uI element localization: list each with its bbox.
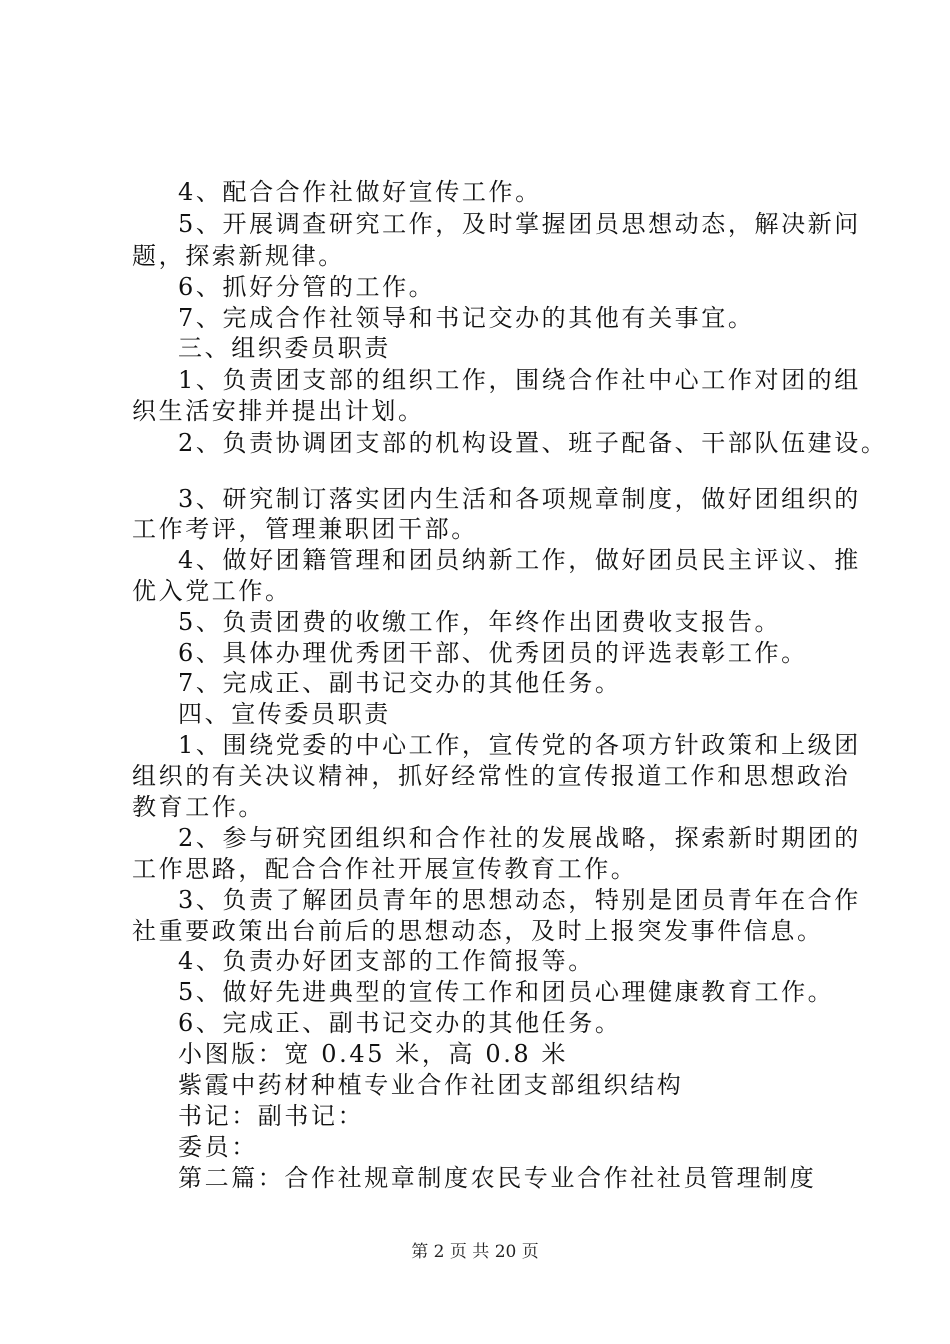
text-line: 委员：	[178, 1133, 258, 1161]
text-line: 紫霞中药材种植专业合作社团支部组织结构	[178, 1071, 684, 1099]
text-line: 4、做好团籍管理和团员纳新工作，做好团员民主评议、推	[178, 546, 861, 574]
text-line: 组织的有关决议精神，抓好经常性的宣传报道工作和思想政治	[132, 762, 851, 790]
text-line: 7、完成正、副书记交办的其他任务。	[178, 669, 622, 697]
text-line: 4、负责办好团支部的工作简报等。	[178, 947, 595, 975]
text-line: 3、研究制订落实团内生活和各项规章制度，做好团组织的	[178, 485, 861, 513]
text-line: 工作思路，配合合作社开展宣传教育工作。	[132, 855, 638, 883]
text-line: 书记：副书记：	[178, 1102, 365, 1130]
section-heading: 三、组织委员职责	[178, 334, 391, 362]
section-heading: 四、宣传委员职责	[178, 700, 391, 728]
text-line: 5、开展调查研究工作，及时掌握团员思想动态，解决新问	[178, 210, 861, 238]
text-line: 优入党工作。	[132, 577, 292, 605]
text-line: 题，探索新规律。	[132, 242, 345, 270]
text-line: 4、配合合作社做好宣传工作。	[178, 178, 542, 206]
text-line: 教育工作。	[132, 793, 265, 821]
text-line: 1、围绕党委的中心工作，宣传党的各项方针政策和上级团	[178, 731, 861, 759]
text-line: 工作考评，管理兼职团干部。	[132, 515, 478, 543]
text-line: 6、完成正、副书记交办的其他任务。	[178, 1009, 622, 1037]
text-line: 3、负责了解团员青年的思想动态，特别是团员青年在合作	[178, 886, 861, 914]
section-heading: 第二篇：合作社规章制度农民专业合作社社员管理制度	[178, 1164, 817, 1192]
text-line: 6、抓好分管的工作。	[178, 273, 436, 301]
text-line: 织生活安排并提出计划。	[132, 397, 425, 425]
text-line: 社重要政策出台前后的思想动态，及时上报突发事件信息。	[132, 917, 824, 945]
text-line: 5、负责团费的收缴工作，年终作出团费收支报告。	[178, 608, 782, 636]
text-line: 7、完成合作社领导和书记交办的其他有关事宜。	[178, 304, 755, 332]
text-line: 6、具体办理优秀团干部、优秀团员的评选表彰工作。	[178, 639, 808, 667]
text-line: 5、做好先进典型的宣传工作和团员心理健康教育工作。	[178, 978, 835, 1006]
page-footer: 第 2 页 共 20 页	[411, 1242, 539, 1262]
text-line: 2、参与研究团组织和合作社的发展战略，探索新时期团的	[178, 824, 861, 852]
text-line: 小图版：宽 0.45 米，高 0.8 米	[178, 1040, 569, 1068]
text-line: 2、负责协调团支部的机构设置、班子配备、干部队伍建设。	[178, 429, 888, 457]
text-line: 1、负责团支部的组织工作，围绕合作社中心工作对团的组	[178, 366, 861, 394]
